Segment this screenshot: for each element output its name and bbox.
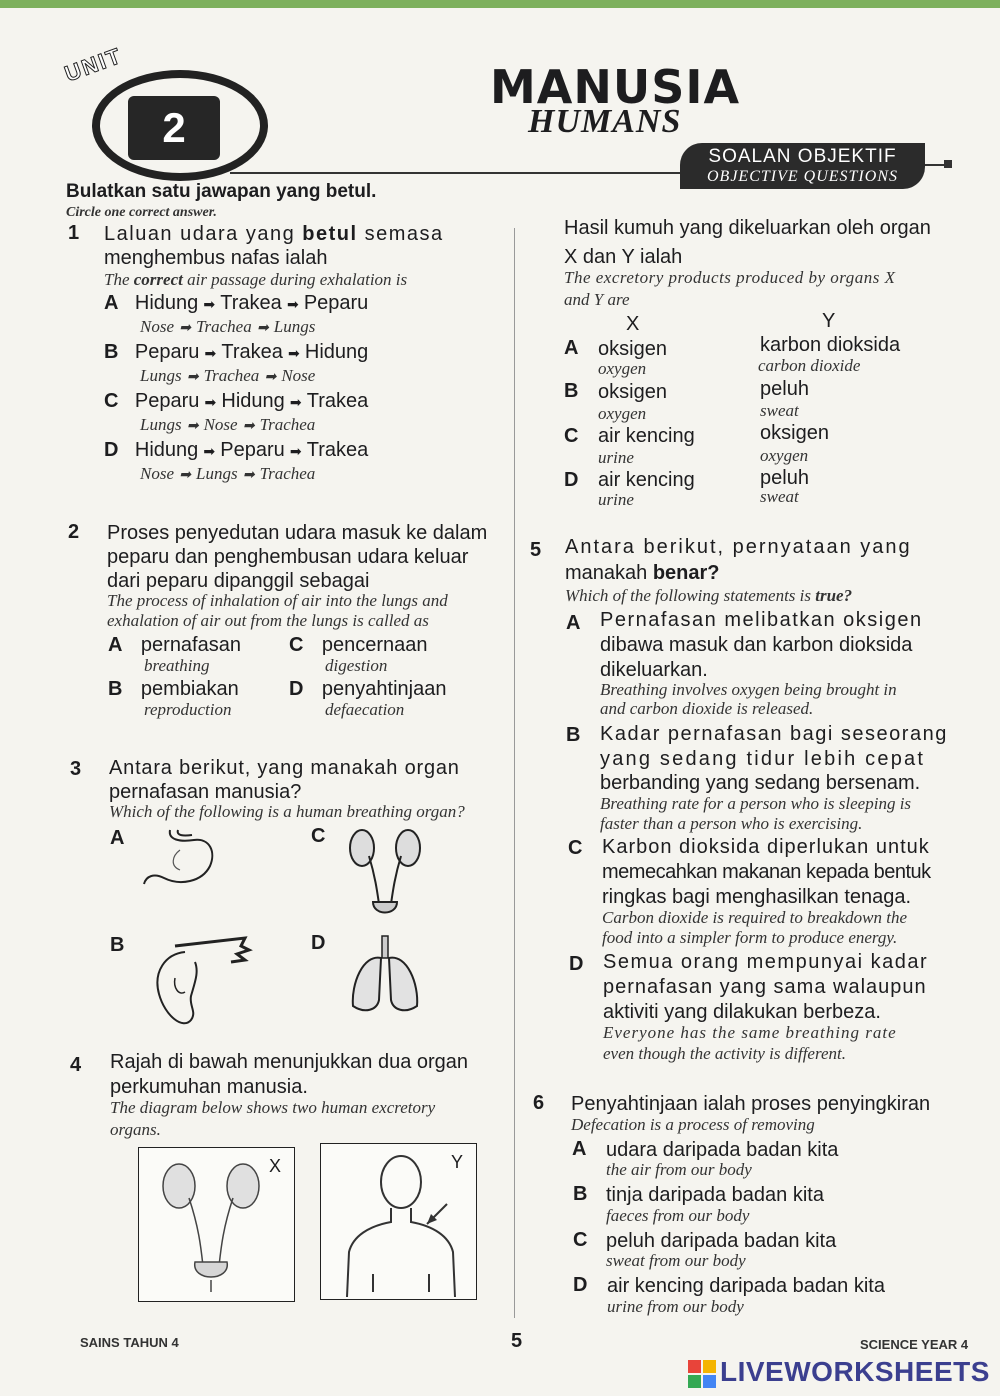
top-accent-bar bbox=[0, 0, 1000, 8]
q4-stem-en-1: The diagram below shows two human excretory bbox=[110, 1098, 436, 1117]
page-number: 5 bbox=[511, 1330, 523, 1352]
q1-option-d-en: Nose ➡ Lungs ➡ Trachea bbox=[140, 464, 315, 486]
arrow-right-icon: ➡ bbox=[203, 296, 216, 312]
q6-option-b-ms[interactable]: tinja daripada badan kita bbox=[606, 1184, 824, 1206]
q4-option-d-x-en: urine bbox=[598, 490, 634, 509]
q4-option-d-x[interactable]: air kencing bbox=[598, 469, 695, 491]
q3-stem-ms-1: Antara berikut, yang manakah organ bbox=[109, 757, 460, 779]
q4-stem-ms-1: Rajah di bawah menunjukkan dua organ bbox=[110, 1051, 469, 1073]
organ-y-label: Y bbox=[451, 1152, 464, 1172]
stomach-icon[interactable] bbox=[140, 826, 220, 888]
q5-option-a-ms-3[interactable]: dikeluarkan. bbox=[600, 659, 708, 681]
q2-stem-en-1: The process of inhalation of air into the lungs and bbox=[107, 591, 448, 610]
q5-option-b-en-2: faster than a person who is exercising. bbox=[600, 814, 863, 833]
q2-option-b-en: reproduction bbox=[144, 700, 232, 719]
q4-cont-ms-2: X dan Y ialah bbox=[564, 246, 683, 268]
lungs-icon[interactable] bbox=[345, 934, 425, 1016]
q3-stem-ms-2: pernafasan manusia? bbox=[109, 781, 302, 803]
organ-x-label: X bbox=[269, 1156, 282, 1176]
q3-option-d-label[interactable]: D bbox=[311, 932, 326, 954]
page-subtitle: HUMANS bbox=[528, 103, 682, 140]
q2-option-d-en: defaecation bbox=[325, 700, 405, 719]
arrow-right-icon: ➡ bbox=[256, 321, 269, 336]
q5-option-a-en-1: Breathing involves oxygen being brought in bbox=[600, 680, 897, 699]
q6-option-b-letter[interactable]: B bbox=[573, 1183, 588, 1205]
q4-col-x: X bbox=[626, 313, 640, 335]
q1-option-c[interactable]: C Peparu ➡ Hidung ➡ Trakea bbox=[104, 390, 369, 412]
q4-number: 4 bbox=[70, 1054, 82, 1076]
q5-stem-ms-2: manakah benar? bbox=[565, 562, 720, 584]
q5-option-b-ms-3[interactable]: berbanding yang sedang bersenam. bbox=[600, 772, 921, 794]
q4-cont-en-1: The excretory products produced by organs X bbox=[564, 268, 896, 287]
q3-number: 3 bbox=[70, 758, 82, 780]
q6-option-a-letter[interactable]: A bbox=[572, 1138, 587, 1160]
q4-option-b-x[interactable]: oksigen bbox=[598, 381, 667, 403]
q3-option-a-label[interactable]: A bbox=[110, 827, 125, 849]
arrow-right-icon: ➡ bbox=[204, 345, 217, 361]
q4-option-b-y-en: sweat bbox=[760, 401, 799, 420]
footer-left: SAINS TAHUN 4 bbox=[80, 1335, 179, 1350]
liveworksheets-logo-icon bbox=[688, 1360, 716, 1388]
q3-option-b-label[interactable]: B bbox=[110, 934, 125, 956]
q1-number: 1 bbox=[68, 222, 80, 244]
q2-option-a-en: breathing bbox=[144, 656, 210, 675]
q4-option-c-letter[interactable]: C bbox=[564, 425, 579, 447]
q4-option-a-y[interactable]: karbon dioksida bbox=[760, 334, 901, 356]
arrow-right-icon: ➡ bbox=[242, 468, 255, 483]
q4-stem-en-2: organs. bbox=[110, 1120, 161, 1139]
badge-dot bbox=[944, 160, 952, 168]
q5-option-d-letter[interactable]: D bbox=[569, 953, 584, 975]
q2-option-a[interactable]: A pernafasan bbox=[108, 634, 241, 656]
q5-option-d-ms-3[interactable]: aktiviti yang dilakukan berbeza. bbox=[603, 1001, 881, 1023]
q4-cont-en-2: and Y are bbox=[564, 290, 630, 309]
page-title: MANUSIA bbox=[490, 60, 741, 114]
q6-option-a-en: the air from our body bbox=[606, 1160, 752, 1179]
q1-option-b-en: Lungs ➡ Trachea ➡ Nose bbox=[140, 366, 315, 388]
q6-option-d-letter[interactable]: D bbox=[573, 1274, 588, 1296]
badge-en: OBJECTIVE QUESTIONS bbox=[707, 168, 898, 185]
q4-option-a-x-en: oxygen bbox=[598, 359, 647, 378]
q5-number: 5 bbox=[530, 539, 542, 561]
column-divider bbox=[514, 228, 515, 1318]
q1-option-b[interactable]: B Peparu ➡ Trakea ➡ Hidung bbox=[104, 341, 369, 363]
arrow-right-icon: ➡ bbox=[288, 345, 300, 361]
q5-option-a-ms-1[interactable]: Pernafasan melibatkan oksigen bbox=[600, 609, 923, 631]
arrow-right-icon: ➡ bbox=[186, 370, 199, 385]
q2-option-b[interactable]: B pembiakan bbox=[108, 678, 239, 700]
instruction-ms: Bulatkan satu jawapan yang betul. bbox=[66, 181, 377, 202]
q1-stem-en: The correct air passage during exhalation is bbox=[104, 270, 408, 289]
q4-option-a-x[interactable]: oksigen bbox=[598, 338, 667, 360]
q5-stem-en: Which of the following statements is true? bbox=[565, 586, 853, 605]
q6-option-c-ms[interactable]: peluh daripada badan kita bbox=[606, 1230, 837, 1252]
ear-icon[interactable] bbox=[145, 932, 255, 1032]
arrow-right-icon: ➡ bbox=[286, 296, 299, 312]
unit-label: UNIT bbox=[61, 42, 126, 87]
q6-option-c-letter[interactable]: C bbox=[573, 1229, 588, 1251]
q4-option-b-letter[interactable]: B bbox=[564, 380, 579, 402]
q2-stem-ms-3: dari peparu dipanggil sebagai bbox=[107, 570, 370, 592]
q2-stem-ms-2: peparu dan penghembusan udara keluar bbox=[107, 546, 469, 568]
objective-badge bbox=[680, 143, 925, 189]
q2-number: 2 bbox=[68, 521, 80, 543]
q1-option-a[interactable]: A Hidung ➡ Trakea ➡ Peparu bbox=[104, 292, 369, 314]
q5-option-b-en-1: Breathing rate for a person who is sleeping is bbox=[600, 794, 912, 813]
q5-option-c-en-1: Carbon dioxide is required to breakdown the bbox=[602, 908, 908, 927]
arrow-right-icon: ➡ bbox=[289, 443, 302, 459]
q5-option-c-ms-1[interactable]: Karbon dioksida diperlukan untuk bbox=[602, 836, 930, 858]
q2-option-c-en: digestion bbox=[325, 656, 388, 675]
q5-option-b-letter[interactable]: B bbox=[566, 724, 581, 746]
q3-stem-en: Which of the following is a human breathing organ? bbox=[109, 802, 465, 821]
arrow-right-icon: ➡ bbox=[289, 394, 302, 410]
q3-option-c-label[interactable]: C bbox=[311, 825, 326, 847]
q5-option-b-ms-1[interactable]: Kadar pernafasan bagi seseorang bbox=[600, 723, 948, 745]
q1-stem-ms-2: menghembus nafas ialah bbox=[104, 247, 328, 269]
q4-option-a-y-en: carbon dioxide bbox=[758, 356, 861, 375]
arrow-right-icon: ➡ bbox=[203, 443, 216, 459]
q2-stem-ms-1: Proses penyedutan udara masuk ke dalam bbox=[107, 522, 488, 544]
urinary-system-icon[interactable] bbox=[345, 826, 425, 924]
q4-option-d-y[interactable]: peluh bbox=[760, 467, 809, 489]
q1-option-d[interactable]: D Hidung ➡ Peparu ➡ Trakea bbox=[104, 439, 369, 461]
q4-stem-ms-2: perkumuhan manusia. bbox=[110, 1076, 308, 1098]
q1-option-c-en: Lungs ➡ Nose ➡ Trachea bbox=[140, 415, 315, 437]
q5-option-c-ms-2[interactable]: memecahkan makanan kepada bentuk bbox=[602, 861, 931, 883]
q4-option-b-x-en: oxygen bbox=[598, 404, 647, 423]
organ-x-box bbox=[138, 1147, 295, 1302]
q5-option-c-letter[interactable]: C bbox=[568, 837, 583, 859]
q6-option-a-ms[interactable]: udara daripada badan kita bbox=[606, 1139, 839, 1161]
q4-option-b-y[interactable]: peluh bbox=[760, 378, 809, 400]
q6-stem-en: Defecation is a process of removing bbox=[571, 1115, 815, 1134]
q5-option-a-en-2: and carbon dioxide is released. bbox=[600, 699, 814, 718]
q4-option-a-letter[interactable]: A bbox=[564, 337, 579, 359]
q4-col-y: Y bbox=[822, 310, 836, 332]
q1-stem-ms: Laluan udara yang betul semasa bbox=[104, 223, 444, 245]
skin-body-icon bbox=[339, 1152, 469, 1297]
q6-number: 6 bbox=[533, 1092, 545, 1114]
q4-option-c-x-en: urine bbox=[598, 448, 634, 467]
arrow-right-icon: ➡ bbox=[204, 394, 217, 410]
q6-option-c-en: sweat from our body bbox=[606, 1251, 746, 1270]
q5-option-d-ms-2[interactable]: pernafasan yang sama walaupun bbox=[603, 976, 927, 998]
arrow-right-icon: ➡ bbox=[179, 321, 191, 336]
q5-option-c-ms-3[interactable]: ringkas bagi menghasilkan tenaga. bbox=[602, 886, 912, 908]
liveworksheets-brand[interactable]: LIVEWORKSHEETS bbox=[720, 1356, 990, 1387]
footer-right: SCIENCE YEAR 4 bbox=[860, 1337, 969, 1352]
arrow-right-icon: ➡ bbox=[186, 419, 199, 434]
q1-option-a-en: Nose ➡ Trachea ➡ Lungs bbox=[140, 317, 315, 339]
q4-cont-ms-1: Hasil kumuh yang dikeluarkan oleh organ bbox=[564, 217, 931, 239]
instruction-en: Circle one correct answer. bbox=[66, 205, 217, 220]
header-rule bbox=[230, 172, 680, 174]
q6-option-d-en: urine from our body bbox=[607, 1297, 744, 1316]
q4-option-d-y-en: sweat bbox=[760, 487, 799, 506]
q5-option-d-ms-1[interactable]: Semua orang mempunyai kadar bbox=[603, 951, 929, 973]
q4-option-c-y-en: oxygen bbox=[760, 446, 809, 465]
q5-option-a-letter[interactable]: A bbox=[566, 612, 581, 634]
badge-ms: SOALAN OBJEKTIF bbox=[708, 146, 897, 167]
q5-option-a-ms-2[interactable]: dibawa masuk dan karbon dioksida bbox=[600, 634, 913, 656]
q4-option-c-y[interactable]: oksigen bbox=[760, 422, 829, 444]
q5-option-c-en-2: food into a simpler form to produce energy. bbox=[602, 928, 898, 947]
q5-option-d-en-1: Everyone has the same breathing rate bbox=[603, 1023, 897, 1042]
q5-option-b-ms-2[interactable]: yang sedang tidur lebih cepat bbox=[600, 748, 926, 770]
q5-option-d-en-2: even though the activity is different. bbox=[603, 1044, 846, 1063]
q6-option-d-ms[interactable]: air kencing daripada badan kita bbox=[607, 1275, 885, 1297]
organ-y-box bbox=[320, 1143, 477, 1300]
arrow-right-icon: ➡ bbox=[242, 419, 255, 434]
arrow-right-icon: ➡ bbox=[264, 370, 277, 385]
unit-number: 2 bbox=[128, 96, 220, 160]
q2-stem-en-2: exhalation of air out from the lungs is called as bbox=[107, 611, 429, 630]
arrow-right-icon: ➡ bbox=[179, 468, 191, 483]
kidney-icon bbox=[157, 1158, 267, 1294]
q4-option-d-letter[interactable]: D bbox=[564, 469, 579, 491]
q4-option-c-x[interactable]: air kencing bbox=[598, 425, 695, 447]
q6-stem-ms: Penyahtinjaan ialah proses penyingkiran bbox=[571, 1093, 931, 1115]
q5-stem-ms-1: Antara berikut, pernyataan yang bbox=[565, 536, 912, 558]
q2-option-c[interactable]: C pencernaan bbox=[289, 634, 428, 656]
q6-option-b-en: faeces from our body bbox=[606, 1206, 750, 1225]
q2-option-d[interactable]: D penyahtinjaan bbox=[289, 678, 447, 700]
